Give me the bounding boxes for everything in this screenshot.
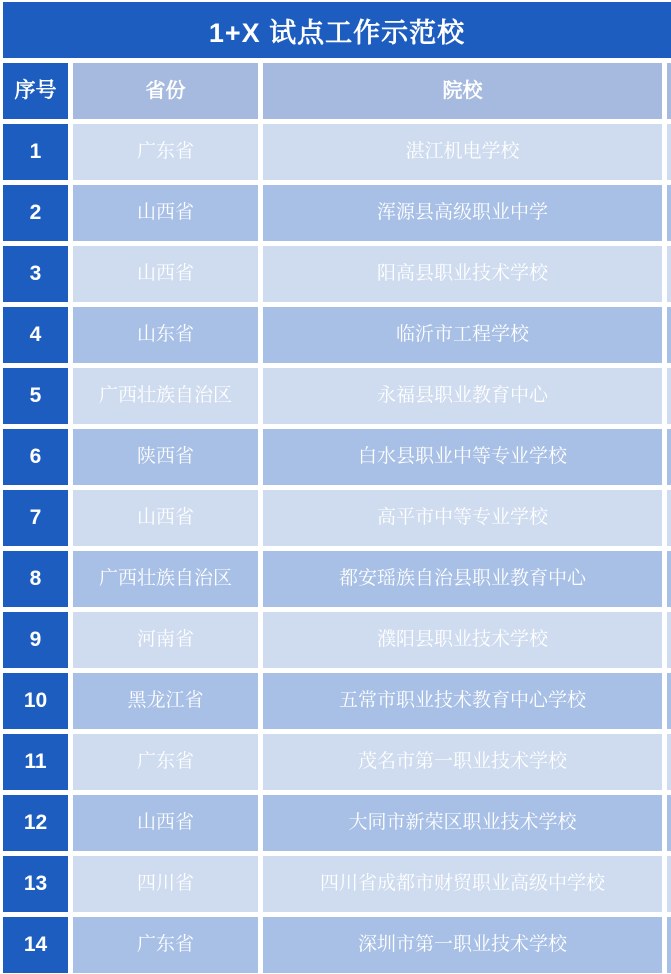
- table-row: [3, 246, 671, 302]
- province-cell: 广东省: [73, 124, 258, 180]
- cutoff-column-sliver: [667, 673, 671, 729]
- row-number-cell: 13: [3, 856, 68, 912]
- cutoff-column-sliver: [667, 246, 671, 302]
- province-cell: 山西省: [73, 795, 258, 851]
- school-cell: 都安瑶族自治县职业教育中心: [263, 551, 662, 607]
- cutoff-column-sliver: [667, 63, 671, 119]
- province-cell: 黑龙江省: [73, 673, 258, 729]
- table-row: [3, 551, 671, 607]
- cutoff-column-sliver: [667, 612, 671, 668]
- table-row: [3, 917, 671, 973]
- row-number-cell: 14: [3, 917, 68, 973]
- table-row: [3, 307, 671, 363]
- cutoff-column-sliver: [667, 551, 671, 607]
- cutoff-column-sliver: [667, 185, 671, 241]
- table-header-row: [3, 63, 671, 119]
- province-cell: 山东省: [73, 307, 258, 363]
- row-number-cell: 10: [3, 673, 68, 729]
- table-row: [3, 795, 671, 851]
- school-cell: 临沂市工程学校: [263, 307, 662, 363]
- table-row: [3, 673, 671, 729]
- row-number-cell: 2: [3, 185, 68, 241]
- province-cell: 山西省: [73, 490, 258, 546]
- school-cell: 大同市新荣区职业技术学校: [263, 795, 662, 851]
- table-row: [3, 612, 671, 668]
- school-cell: 湛江机电学校: [263, 124, 662, 180]
- table-row: [3, 185, 671, 241]
- school-cell: 永福县职业教育中心: [263, 368, 662, 424]
- column-header-school: 院校: [263, 63, 662, 119]
- table-row: [3, 124, 671, 180]
- province-cell: 广东省: [73, 734, 258, 790]
- cutoff-column-sliver: [667, 856, 671, 912]
- table-row: [3, 429, 671, 485]
- cutoff-column-sliver: [667, 734, 671, 790]
- table-row: [3, 490, 671, 546]
- row-number-cell: 12: [3, 795, 68, 851]
- column-header-province: 省份: [73, 63, 258, 119]
- school-cell: 高平市中等专业学校: [263, 490, 662, 546]
- province-cell: 广东省: [73, 917, 258, 973]
- table-row: [3, 856, 671, 912]
- province-cell: 山西省: [73, 246, 258, 302]
- province-cell: 四川省: [73, 856, 258, 912]
- row-number-cell: 1: [3, 124, 68, 180]
- table-row: [3, 734, 671, 790]
- province-cell: 陕西省: [73, 429, 258, 485]
- province-cell: 广西壮族自治区: [73, 551, 258, 607]
- table-row: [3, 368, 671, 424]
- table-title: 1+X 试点工作示范校: [3, 2, 671, 58]
- row-number-cell: 9: [3, 612, 68, 668]
- school-cell: 阳高县职业技术学校: [263, 246, 662, 302]
- cutoff-column-sliver: [667, 307, 671, 363]
- province-cell: 河南省: [73, 612, 258, 668]
- table-body: [3, 124, 671, 973]
- province-cell: 广西壮族自治区: [73, 368, 258, 424]
- school-cell: 浑源县高级职业中学: [263, 185, 662, 241]
- school-cell: 四川省成都市财贸职业高级中学校: [263, 856, 662, 912]
- cutoff-column-sliver: [667, 917, 671, 973]
- row-number-cell: 5: [3, 368, 68, 424]
- cutoff-column-sliver: [667, 795, 671, 851]
- row-number-cell: 11: [3, 734, 68, 790]
- school-cell: 五常市职业技术教育中心学校: [263, 673, 662, 729]
- row-number-cell: 6: [3, 429, 68, 485]
- cutoff-column-sliver: [667, 124, 671, 180]
- school-cell: 濮阳县职业技术学校: [263, 612, 662, 668]
- cutoff-column-sliver: [667, 429, 671, 485]
- province-cell: 山西省: [73, 185, 258, 241]
- school-cell: 茂名市第一职业技术学校: [263, 734, 662, 790]
- row-number-cell: 4: [3, 307, 68, 363]
- cutoff-column-sliver: [667, 368, 671, 424]
- column-header-no: 序号: [3, 63, 68, 119]
- school-cell: 白水县职业中等专业学校: [263, 429, 662, 485]
- row-number-cell: 8: [3, 551, 68, 607]
- row-number-cell: 3: [3, 246, 68, 302]
- school-cell: 深圳市第一职业技术学校: [263, 917, 662, 973]
- cutoff-column-sliver: [667, 490, 671, 546]
- row-number-cell: 7: [3, 490, 68, 546]
